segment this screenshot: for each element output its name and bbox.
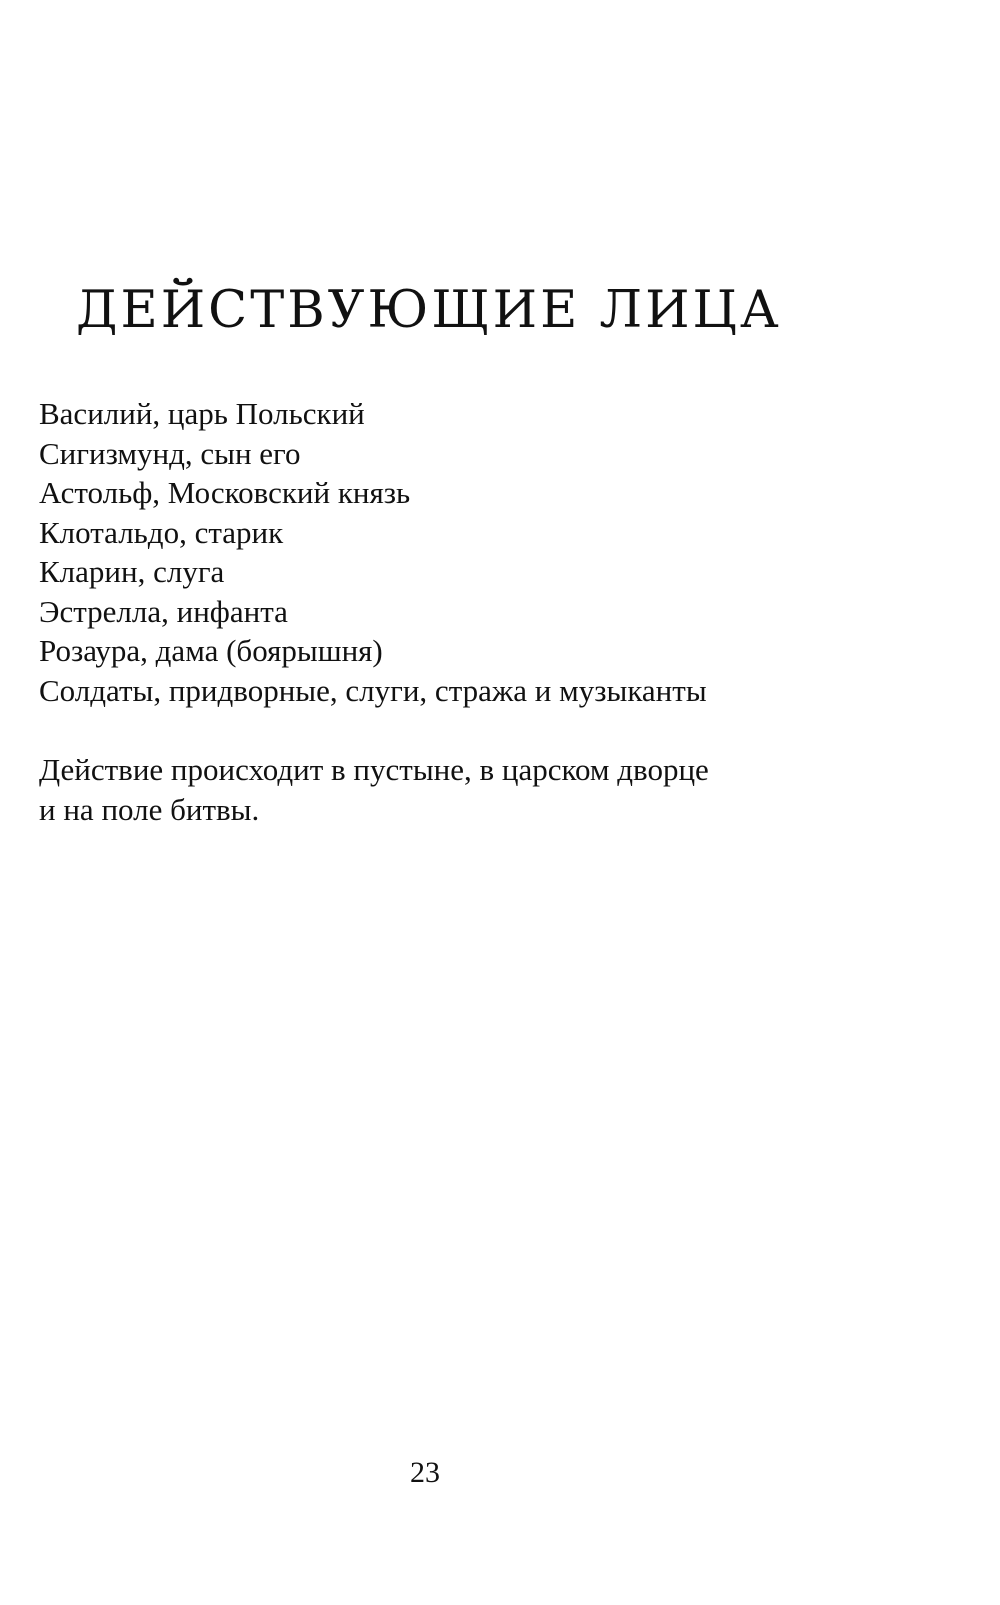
cast-item-estrella: Эстрелла, инфанта	[39, 593, 288, 629]
page-title: ДЕЙСТВУЮЩИЕ ЛИЦА	[76, 281, 782, 340]
cast-item-rosaura: Розаура, дама (боярышня)	[39, 633, 383, 668]
cast-item-extras: Солдаты, придворные, слуги, стража и музыканты	[39, 672, 707, 708]
cast-item-sigismund: Сигизмунд, сын его	[39, 435, 301, 471]
setting-line-2: и на поле битвы.	[39, 792, 260, 827]
cast-list	[39, 394, 707, 710]
page-number: 23	[410, 1456, 440, 1489]
setting-paragraph	[39, 750, 709, 830]
cast-item-vasily: Василий, царь Польский	[39, 396, 365, 431]
setting-line-1: Действие происходит в пустыне, в царском дворце	[39, 752, 709, 787]
cast-item-clarin: Кларин, слуга	[39, 554, 225, 589]
cast-item-clotaldo: Клотальдо, старик	[39, 514, 284, 550]
cast-item-astolf: Астольф, Московский князь	[39, 475, 411, 510]
